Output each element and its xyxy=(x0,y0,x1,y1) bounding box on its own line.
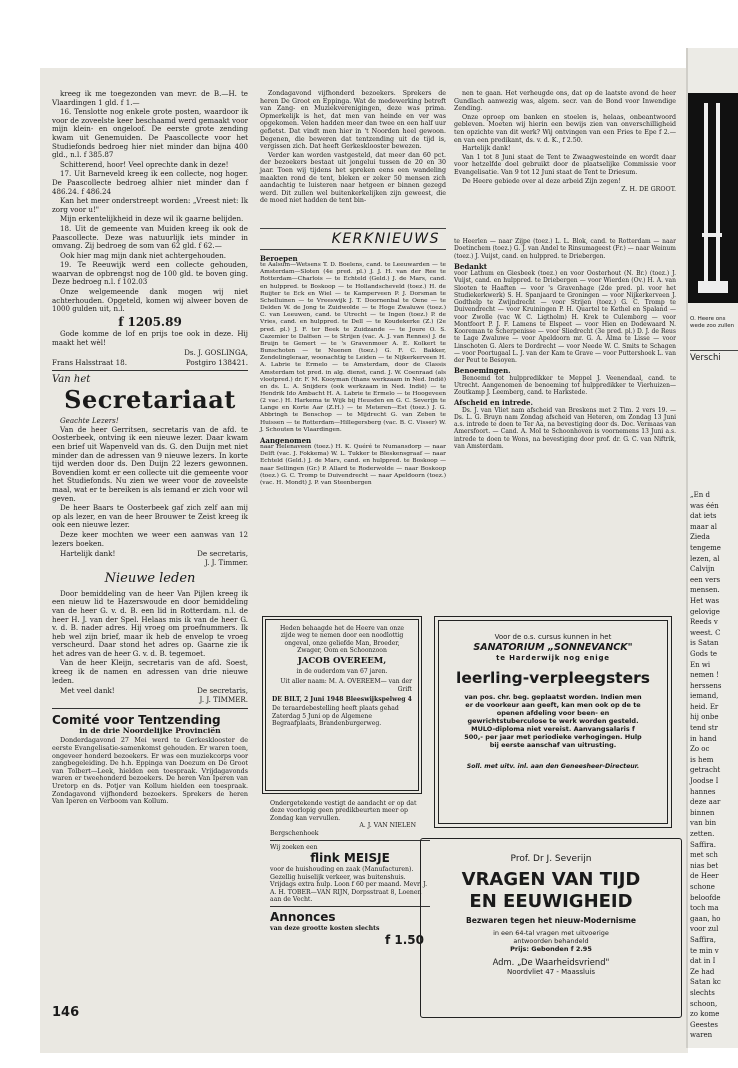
annonces-row xyxy=(270,925,430,932)
donation-paragraph: kreeg ik me toegezonden van mevr. de B.—H. te Vlaardingen 1 gld. f 1.— xyxy=(52,89,248,107)
donation-paragraph: Schitterend, hoor! Veel oprechte dank in deze! xyxy=(60,159,229,169)
column-left xyxy=(52,90,248,807)
next-page-line: dat iets xyxy=(690,512,717,521)
sanatorium-text: van pos. chr. beg. geplaatst worden. Indien men er de voorkeur aan geeft, kan men ook op de te openen afdeling voor been- en gewrichtstuberculose te werk worden gesteld. MULO-diploma niet vereist. Aanvangsalaris f 500,- per jaar met periodieke verhogingen. Hulp bij eerste aanschaf van uitrusting. xyxy=(464,693,642,749)
book-address: Noordvliet 47 - Maassluis xyxy=(506,968,596,976)
nieuwe-leden-text xyxy=(52,590,248,686)
donation-paragraph: 18. Uit de gemeente van Muiden kreeg ik ook de Paascollecte. Deze was natuurlijk iets minder in omvang. Zij bedroeg de som van 62 gld. f 62.— xyxy=(52,223,248,251)
notice-text: Ondergetekende vestigt de aandacht er op dat deze voorlopig geen predikbeurten meer op Zondag kan vervullen. xyxy=(270,800,417,822)
next-page-line: Reeds v xyxy=(690,618,718,627)
sanatorium-footer: Soll. met uitv. inl. aan den Geneesheer-Directeur. xyxy=(466,763,640,770)
page-number: 146 xyxy=(52,1005,80,1020)
thanks-text: Hartelijk dank! xyxy=(60,549,116,559)
next-page-line: waren xyxy=(690,1031,713,1040)
next-page-line: schoon, xyxy=(690,999,718,1008)
next-page-line: Calvijn xyxy=(690,565,715,574)
next-page-line: is Satan xyxy=(690,639,719,648)
next-page-line: Geestes xyxy=(690,1020,719,1029)
column-right-top xyxy=(454,90,676,194)
kerknieuws-col-middle xyxy=(260,252,446,488)
bedankt-text: voor Lathum en Giesbeek (toez.) en voor Oosterhout (N. Br.) (toez.) J. Vuijst, cand. en hulppred. te Driebergen — voor Wierden (Ov.) H. A. van Slooten te Haaften — voor 's Gravenhage (2de pred. pl. voor het Studiekerkwerk) S. H. Spanjaard te Groningen — voor Nijkerkerveen J. Godthelp te Zwijndrecht — voor Strijen (toez.) G. C. Tromp te Duivendrecht — voor Kruiningen P. H. Quartel te Kethel en Spaland — voor Zwolle (vac W. C. Ligtholm) H. Krek te Culemborg — voor Montfoort P. J. F. Lamens te Elspeet — voor Hien en Dodewaard N. Kooreman te Scherpenisse — voor Sliedrecht (3e pred. pl.) D. J. de Reus te Lage Zwaluwe — voor Apeldoorn mr. G. A. Alma te Lisse — voor Linschoten G. Alers te Dordrecht — voor Neede W. C. Smits te Schagen — voor Poortugaal L. J. van der Kam te Grave — voor Puttershoek L. van der Peut te Besoyen. xyxy=(454,270,676,364)
next-page-line: hij onbe xyxy=(690,713,719,722)
next-page-edge xyxy=(686,48,738,1048)
divider xyxy=(52,708,248,709)
kerknieuws-header: KERKNIEUWS xyxy=(260,228,446,250)
next-page-line: deze aar xyxy=(690,798,721,807)
nieuwe-leden-paragraph: Van de heer Kleijn, secretaris van de afd. Soest, kreeg ik de namen en adressen van drie nieuwe leden. xyxy=(52,658,248,685)
next-page-line: iemand, xyxy=(690,692,719,701)
signature-role: De secretaris, xyxy=(197,549,248,559)
next-page-line: te min v xyxy=(690,946,719,955)
secretariaat-signature xyxy=(52,549,248,558)
next-page-line: herssens xyxy=(690,681,722,690)
next-page-line: Gods te xyxy=(690,649,718,658)
sanatorium-line3: te Harderwijk nog enige xyxy=(496,654,610,662)
signer-address: Frans Halsstraat 18. xyxy=(52,358,128,368)
next-page-line: Ze had xyxy=(690,967,715,976)
nieuwe-leden-signature xyxy=(52,686,248,695)
benoemingen-text: Benoemd tot hulppredikker te Meppel J. Veenendaal, cand. te Utrecht. Aangenomen de benoeming tot hulppredikker te Vierhuizen—Zoutkamp J. Leemberg, cand. te Harkstede. xyxy=(454,374,676,396)
signer-name: Ds. J. GOSLINGA, xyxy=(184,347,248,357)
next-page-line: Zieda xyxy=(690,533,710,542)
next-page-line: Joodse I xyxy=(690,777,719,786)
secretariaat-paragraph: De heer Baars te Oosterbeek gaf zich zelf aan mij op als lezer, en van de heer Brouwer te Zeist kreeg ik ook een nieuwe lezer. xyxy=(52,503,248,530)
divider xyxy=(270,840,430,841)
report-signature: Z. H. DE GROOT. xyxy=(621,186,676,194)
thanks-text: Met veel dank! xyxy=(60,686,115,696)
signer-giro: Postgiro 138421. xyxy=(185,358,248,368)
sanatorium-line1: Voor de o.s. cursus kunnen in het xyxy=(494,633,612,641)
comite-subtitle: in de drie Noordelijke Provinciën xyxy=(79,725,221,735)
book-ad xyxy=(420,838,682,1018)
bedankt-heading: Bedankt xyxy=(454,261,487,271)
aangenomen-text: naar Helenaveen (toez.) H. K. Quéré te Numansdorp — naar Delft (vac. J. Fokkema) W. L. Tukker te Bleskensgraaf — naar Echteld (Geld.) J. de Mars, cand. en hulppred. te Boskoop — naar Sellingen (Gr.) P. Allard te Roderwolde — naar Boskoop (toez.) G. C. Tromp te Duivendrecht — naar Apeldoorn (toez.) (vac. H. Mondt) J. P. van Steenbergen xyxy=(260,444,446,486)
tent-report-text xyxy=(260,90,446,205)
next-page-caption: O. Heere ons wede zoo zullen xyxy=(690,316,735,329)
annonces-price: f 1.50 xyxy=(384,932,424,947)
donation-paragraph: 16. Tenslotte nog enkele grote posten, waardoor ik voor de zoveelste keer beschaamd werd gemaakt voor mijn klein- en ongeloof. De eerste grote zending kwam uit Genemuiden. De Paascollecte voor het Studiefonds bedroeg hier niet minder dan bijna 400 gld., n.l. f 385.87 xyxy=(52,107,248,160)
book-author: Prof. Dr J. Severijn xyxy=(510,854,592,864)
notice-place-date: DE BILT, 2 Juni 1948 Bleeswijkspelweg 4 xyxy=(272,696,412,704)
book-publisher: Adm. „De Waarheidsvriend" xyxy=(492,957,610,967)
next-page-line: mensen. xyxy=(690,586,720,595)
secretariaat-text xyxy=(52,426,248,548)
tent-report-paragraph: Zondagavond vijfhonderd bezoekers. Sprekers de heren De Groot en Eppinga. Wat de medewerking betreft van Zang- en Muziekverenigingen, deze was prima. Opmerkelijk is het, dat men van heinde en ver was opgekomen. Velen hadden meer dan twee en een half uur gefietst. Dat vindt men hier in 't Noorden heel gewoon. Degenen, die beweren dat tentzending uit de tijd is, vergissen zich. Dat heeft Gerkesklooster bewezen. xyxy=(260,90,446,151)
divider xyxy=(270,906,430,907)
donation-paragraph: Ook hier mag mijn dank niet achtergehouden. xyxy=(60,250,227,260)
next-page-line: En wi xyxy=(690,660,711,669)
next-page-line: getracht xyxy=(690,766,721,775)
tent-report-paragraph: Hartelijk dank! xyxy=(462,145,511,153)
burial-text: De teraardebestelling heeft plaats gehad Zaterdag 5 Juni op de Algemene Begraafplaats, Brandenburgerweg. xyxy=(272,705,399,727)
aangenomen-heading: Aangenomen xyxy=(260,435,312,445)
kerknieuws-col-right xyxy=(454,238,676,451)
next-page-line: beloofde xyxy=(690,893,721,902)
notice-name: A. J. VAN NIELEN xyxy=(359,822,416,830)
next-page-line: zetten. xyxy=(690,830,715,838)
next-page-line: „En d xyxy=(690,491,710,499)
beroepen-heading: Beroepen xyxy=(260,254,298,263)
next-page-line: nias bet xyxy=(690,861,719,870)
secretariaat-lead: Geachte Lezers! xyxy=(60,416,119,426)
sanatorium-name: SANATORIUM „SONNEVANCK" xyxy=(473,642,633,653)
next-page-line: gelovige xyxy=(690,607,720,616)
next-page-line: gaan, ho xyxy=(690,914,721,923)
sanatorium-title: leerling-verpleegsters xyxy=(456,669,650,687)
next-page-line: van bin xyxy=(690,819,717,828)
donation-paragraph: 19. Te Reeuwijk werd een collecte gehouden, waarvan de opbrengst nog de 100 gld. te boven ging. Deze bedroeg n.l. f 102.03 xyxy=(52,260,248,287)
donation-total: f 1205.89 xyxy=(118,314,182,329)
next-page-graphic xyxy=(688,93,738,303)
job-ad-lead: Wij zoeken een xyxy=(270,844,318,852)
donations-text xyxy=(52,90,248,314)
tent-report-continued xyxy=(454,90,676,185)
signature-name: J. J. Timmer. xyxy=(204,558,248,568)
death-notice-intro: Heden behaagde het de Heere van onze zijde weg te nemen door een noodlottig ongeval, onze geliefde Man, Broeder, Zwager, Oom en Schoonzoon xyxy=(279,625,405,654)
column-middle-top xyxy=(260,90,446,206)
sanatorium-ad xyxy=(434,616,672,828)
tent-report-paragraph: nen te gaan. Het verheugde ons, dat op de laatste avond de heer Gundlach aanwezig was, algem. secr. van de Bond voor Inwendige Zending. xyxy=(454,90,676,113)
closing-text: Gode komme de lof en prijs toe ook in deze. Hij maakt het wèl! xyxy=(52,329,248,348)
next-page-line: weest. C xyxy=(690,628,721,637)
next-page-line: nemen ! xyxy=(690,671,719,680)
tent-report-paragraph: Van 1 tot 8 Juni staat de Tent te Zwaagwesteinde en wordt daar voor hetzelfde doel gebruikt door de plaatselijke Commissie voor Evangelisatie. Van 9 tot 12 Juni staat de Tent te Driesum. xyxy=(454,153,676,176)
tent-report-paragraph: Onze oproep om banken en stoelen is, helaas, onbeantwoord gebleven. Moeten wij hierin een bewijs zien van onverschilligheid ten opzichte van dit werk? Wij ontvingen van een Fries te Epe f 2.— en van een predikant, ds. v. d. K., f 2.50. xyxy=(454,113,676,144)
next-page-line: in hand xyxy=(690,734,717,743)
next-page-line: een vers xyxy=(690,575,721,584)
next-page-line: met sch xyxy=(690,851,718,860)
next-page-line: slechts xyxy=(690,988,715,997)
section-title-nieuwe-leden: Nieuwe leden xyxy=(104,570,196,586)
small-ads xyxy=(270,800,430,947)
comite-text: Donderdagavond 27 Mei werd te Gerkesklooster de eerste Evangelisatie-samenkomst gehouden. Er waren toen, ongeveer honderd bezoekers. Er was een muziekcorps voor zangbegeleiding. De h.h. Eppinga van Doezum en De Groot van Tolbert—Leek, hielden een toespraak. Vrijdagavonds waren er tweehonderd bezoekers. De heren Van Iperen van Uretorp en ds. Potjer van Kollum hielden een toespraak. Zondagavond vijfhonderd bezoekers. Sprekers de heren Van Iperen en Verboom van Kollum. xyxy=(52,736,248,806)
next-page-line: zo kome xyxy=(690,1010,720,1019)
notice-place: Bergschenhoek xyxy=(270,829,319,837)
next-page-line: de Heer xyxy=(690,872,719,881)
next-page-heading: Verschi xyxy=(690,350,738,364)
aangenomen-continued: te Heerlen — naar Zijpe (toez.) L. L. Blok, cand. te Rotterdam — naar Doetinchem (toez.) G. J. van Andel te Rinsumageest (Fr.) — naar Weinum (toez.) J. Vuijst, cand. en hulppred. te Driebergen. xyxy=(454,238,676,260)
tent-report-paragraph: De Heere gebiede over al deze arbeid Zijn zegen! xyxy=(462,177,621,185)
book-title-line2: EN EEUWIGHEID xyxy=(469,891,633,912)
next-page-line: Saffira. xyxy=(690,840,716,849)
donation-paragraph: Mijn erkentelijkheid in deze wil ik gaarne belijden. xyxy=(60,214,244,224)
next-page-line: Het was xyxy=(690,596,720,605)
tent-report-paragraph: Verder kan worden vastgesteld, dat meer dan 60 pct. der bezoekers bestaat uit jongelui tussen de 20 en 30 jaar. Toen wij tijdens het spreken eens een wandeling maakten rond de tent, bleken er zeker 50 mensen zich aandachtig te luisteren naar hetgeen er binnen gezegd werd. Dit zullen wel buitenkerkelijken zijn geweest, die de moed niet hadden de tent bin- xyxy=(260,151,446,205)
book-subtitle: Bezwaren tegen het nieuw-Modernisme xyxy=(465,916,637,925)
next-page-line: hannes xyxy=(690,787,716,796)
signature-role: De secretaris, xyxy=(197,686,248,696)
next-page-line: dat in I xyxy=(690,957,716,966)
beroepen-text: te Aalsum—Wetsens T. D. Boelens, cand. te Leeuwarden — te Amsterdam—Sloten (4e pred. pl.) J. J. H. van der Ree te Rotterdam—Charlois — te Echteld (Geld.) J. de Mars, cand. en hulppred. te Boskoop — te Hollandscheveld (toez.) H. de Ruijter te Eck en Wiel — te Kamperveen P. J. Dorsman te Schelluinen — te Vreeswijk J. T. Doornenbal te Oene — te Delden W. de Jong te Zuidwolde — te Hoge Zwaluwe (toez.) C. van Leeuwen, cand. te Utrecht — te Ingen (toez.) P. de Vries, cand. en hulppred. te Dell — te Koudekerke (Z.) (2e pred. pl.) J. F. ter Beek te Zuidzande — te Joure O. S. Cazemier te Dalfsen — te Strijen (vac. A. J. van Rennes) J. de Bruijn te Gemert — te 's Gravenmoer A. E. Kolkert te Bunschoten — te Nuenen (toez.) G. F. C. Bakker, Zendelingleraar, woonachtig te Leiden — te Nijkerkerveen H. A. Labrie te Ermelo — te Amsterdam, door de Classis Amsterdam tot pred. in alg. dienst, cand. J. W. Coenraad (als vlootpred.) dr. F. M. Kooyman (thans werkzaam in Ned. Indië) en ds. L. A. Snijders (ook werkzaam in Ned. Indië) — te Hendrik Ido Ambacht H. A. Labrie te Ermelo — te Hoogeveen (2 vac.) H. Harkema te Wijk bij Heusden en G. C. Severijn te Lange en Korte Aar (Z.H.) — te Meteren—Est (toez.) J. G. Abbringh te Benschop — te Mijdrecht G. van Zeben te Huissen — te Rotterdam—Hillegersberg (vac. B. C. Visser) W. J. Schouten te Vlaardingen. xyxy=(260,262,446,433)
job-ad-text: voor de huishouding en zaak (Manufacturen). Gezellig huiselijk verkeer, was buitenshuis. Vrijdags extra hulp. Loon f 60 per maand. Mevr. J. A. H. TOBER—VAN RIJN, Dorpsstraat 8, Loenen aan de Vecht. xyxy=(270,866,428,904)
afscheid-text: Ds. J. van Vliet nam afscheid van Breskens met 2 Tim. 2 vers 19. — Ds. L. G. Bruyn nam Zondag afscheid van Heteren, om Zondag 13 Juni a.s. intrede te doen te Ter Aa, na bevestiging door ds. Doc. Vermaas van Amersfoort. — Cand. A. Mol te Schoonhoven is voornemens 13 Juni a.s. intrede te doen te Wons, na bevestiging door prof. dr. G. C. van Niftrik, van Amsterdam. xyxy=(454,406,676,450)
next-page-line: is hem xyxy=(690,755,714,764)
next-page-line: schone xyxy=(690,882,715,891)
book-price: Prijs: Gebonden f 2.95 xyxy=(510,945,592,953)
donation-paragraph: 17. Uit Barneveld kreeg ik een collecte, nog hoger. De Paascollecte bedroeg alhier niet minder dan f 486.24. f 486.24 xyxy=(52,169,248,196)
job-ad-title: flink MEISJE xyxy=(310,851,390,866)
annonces-title: Annonces xyxy=(270,910,336,925)
deceased-name: JACOB OVEREEM, xyxy=(297,656,387,667)
next-page-line: toch ma xyxy=(690,904,719,913)
secretariaat-paragraph: Deze keer mochten we weer een aanwas van 12 lezers boeken. xyxy=(52,529,248,548)
family-signature: Uit aller naam: M. A. OVEREEM— van der Grift xyxy=(280,678,412,693)
benoemingen-heading: Benoemingen. xyxy=(454,366,511,376)
next-page-line: Satan kc xyxy=(690,978,721,987)
next-page-line: tengeme xyxy=(690,543,721,552)
section-title-secretariaat: Secretariaat xyxy=(64,385,236,415)
donation-paragraph: Onze welgemeende dank mogen wij niet achterhouden. Opgeteld, komen wij alweer boven de 1000 gulden uit, n.l. xyxy=(52,287,248,314)
nieuwe-leden-paragraph: Door bemiddeling van de heer Van Pijlen kreeg ik een nieuw lid te Hazerswoude en door bemiddeling van de heer G. v. d. B. een lid in Rotterdam. n.l. de heer H. J. van der Spel. Helaas mis ik van de heer G. v. d. B. nader adres. Hij vroeg om proefnummers. Ik heb wel zijn brief, maar ik heb de envelop te vroeg verscheurd. Daar stond het adres op. Gaarne zie ik het adres van de heer G. v. d. B. tegemoet. xyxy=(52,588,248,658)
next-page-line: Saffira, xyxy=(690,935,716,944)
next-page-line: binnen xyxy=(690,808,715,817)
next-page-line: Zo oc xyxy=(690,745,710,754)
next-page-line: lezen, al xyxy=(690,554,720,563)
signer-address-line xyxy=(52,358,248,367)
next-page-line: voor zul xyxy=(690,925,719,934)
deceased-age: in de ouderdom van 67 jaren. xyxy=(296,668,388,676)
section-prefix: Van het xyxy=(52,374,91,386)
section-title-comite: Comité voor Tentzending xyxy=(52,712,221,727)
death-notice xyxy=(262,616,422,794)
divider xyxy=(52,370,248,371)
next-page-text xyxy=(690,490,738,1041)
book-title-line1: VRAGEN VAN TIJD xyxy=(461,869,641,890)
next-page-line: heid. Er xyxy=(690,702,719,711)
next-page-line: maar al xyxy=(690,522,717,531)
afscheid-heading: Afscheid en intrede. xyxy=(454,398,533,408)
next-page-line: was één xyxy=(690,501,719,510)
annonces-text: van deze grootte kosten slechts xyxy=(270,925,380,933)
donation-paragraph: Kan het meer onderstreept worden: „Vreest niet: Ik zorg voor u!" xyxy=(52,196,248,214)
next-page-line: tend str xyxy=(690,724,718,733)
secretariaat-paragraph: Van de heer Gerritsen, secretaris van de afd. te Oosterbeek, ontving ik een nieuwe lezer. Daar kwam een brief uit Wapenveld van ds. G. den Duijn met niet minder dan de adressen van 9 nieuwe lezers. In korte tijd werden door ds. Den Duijn 22 lezers gewonnen. Bovendien komt er een collecte uit die gemeente voor het Studiefonds. Nu zien we weer voor de zoveelste maal, wat er te bereiken is als iemand er zich voor wil geven. xyxy=(52,424,248,503)
signature-name: J. J. TIMMER. xyxy=(199,695,248,705)
book-detail: in een 64-tal vragen met uitvoerige antwoorden behandeld xyxy=(493,929,609,945)
